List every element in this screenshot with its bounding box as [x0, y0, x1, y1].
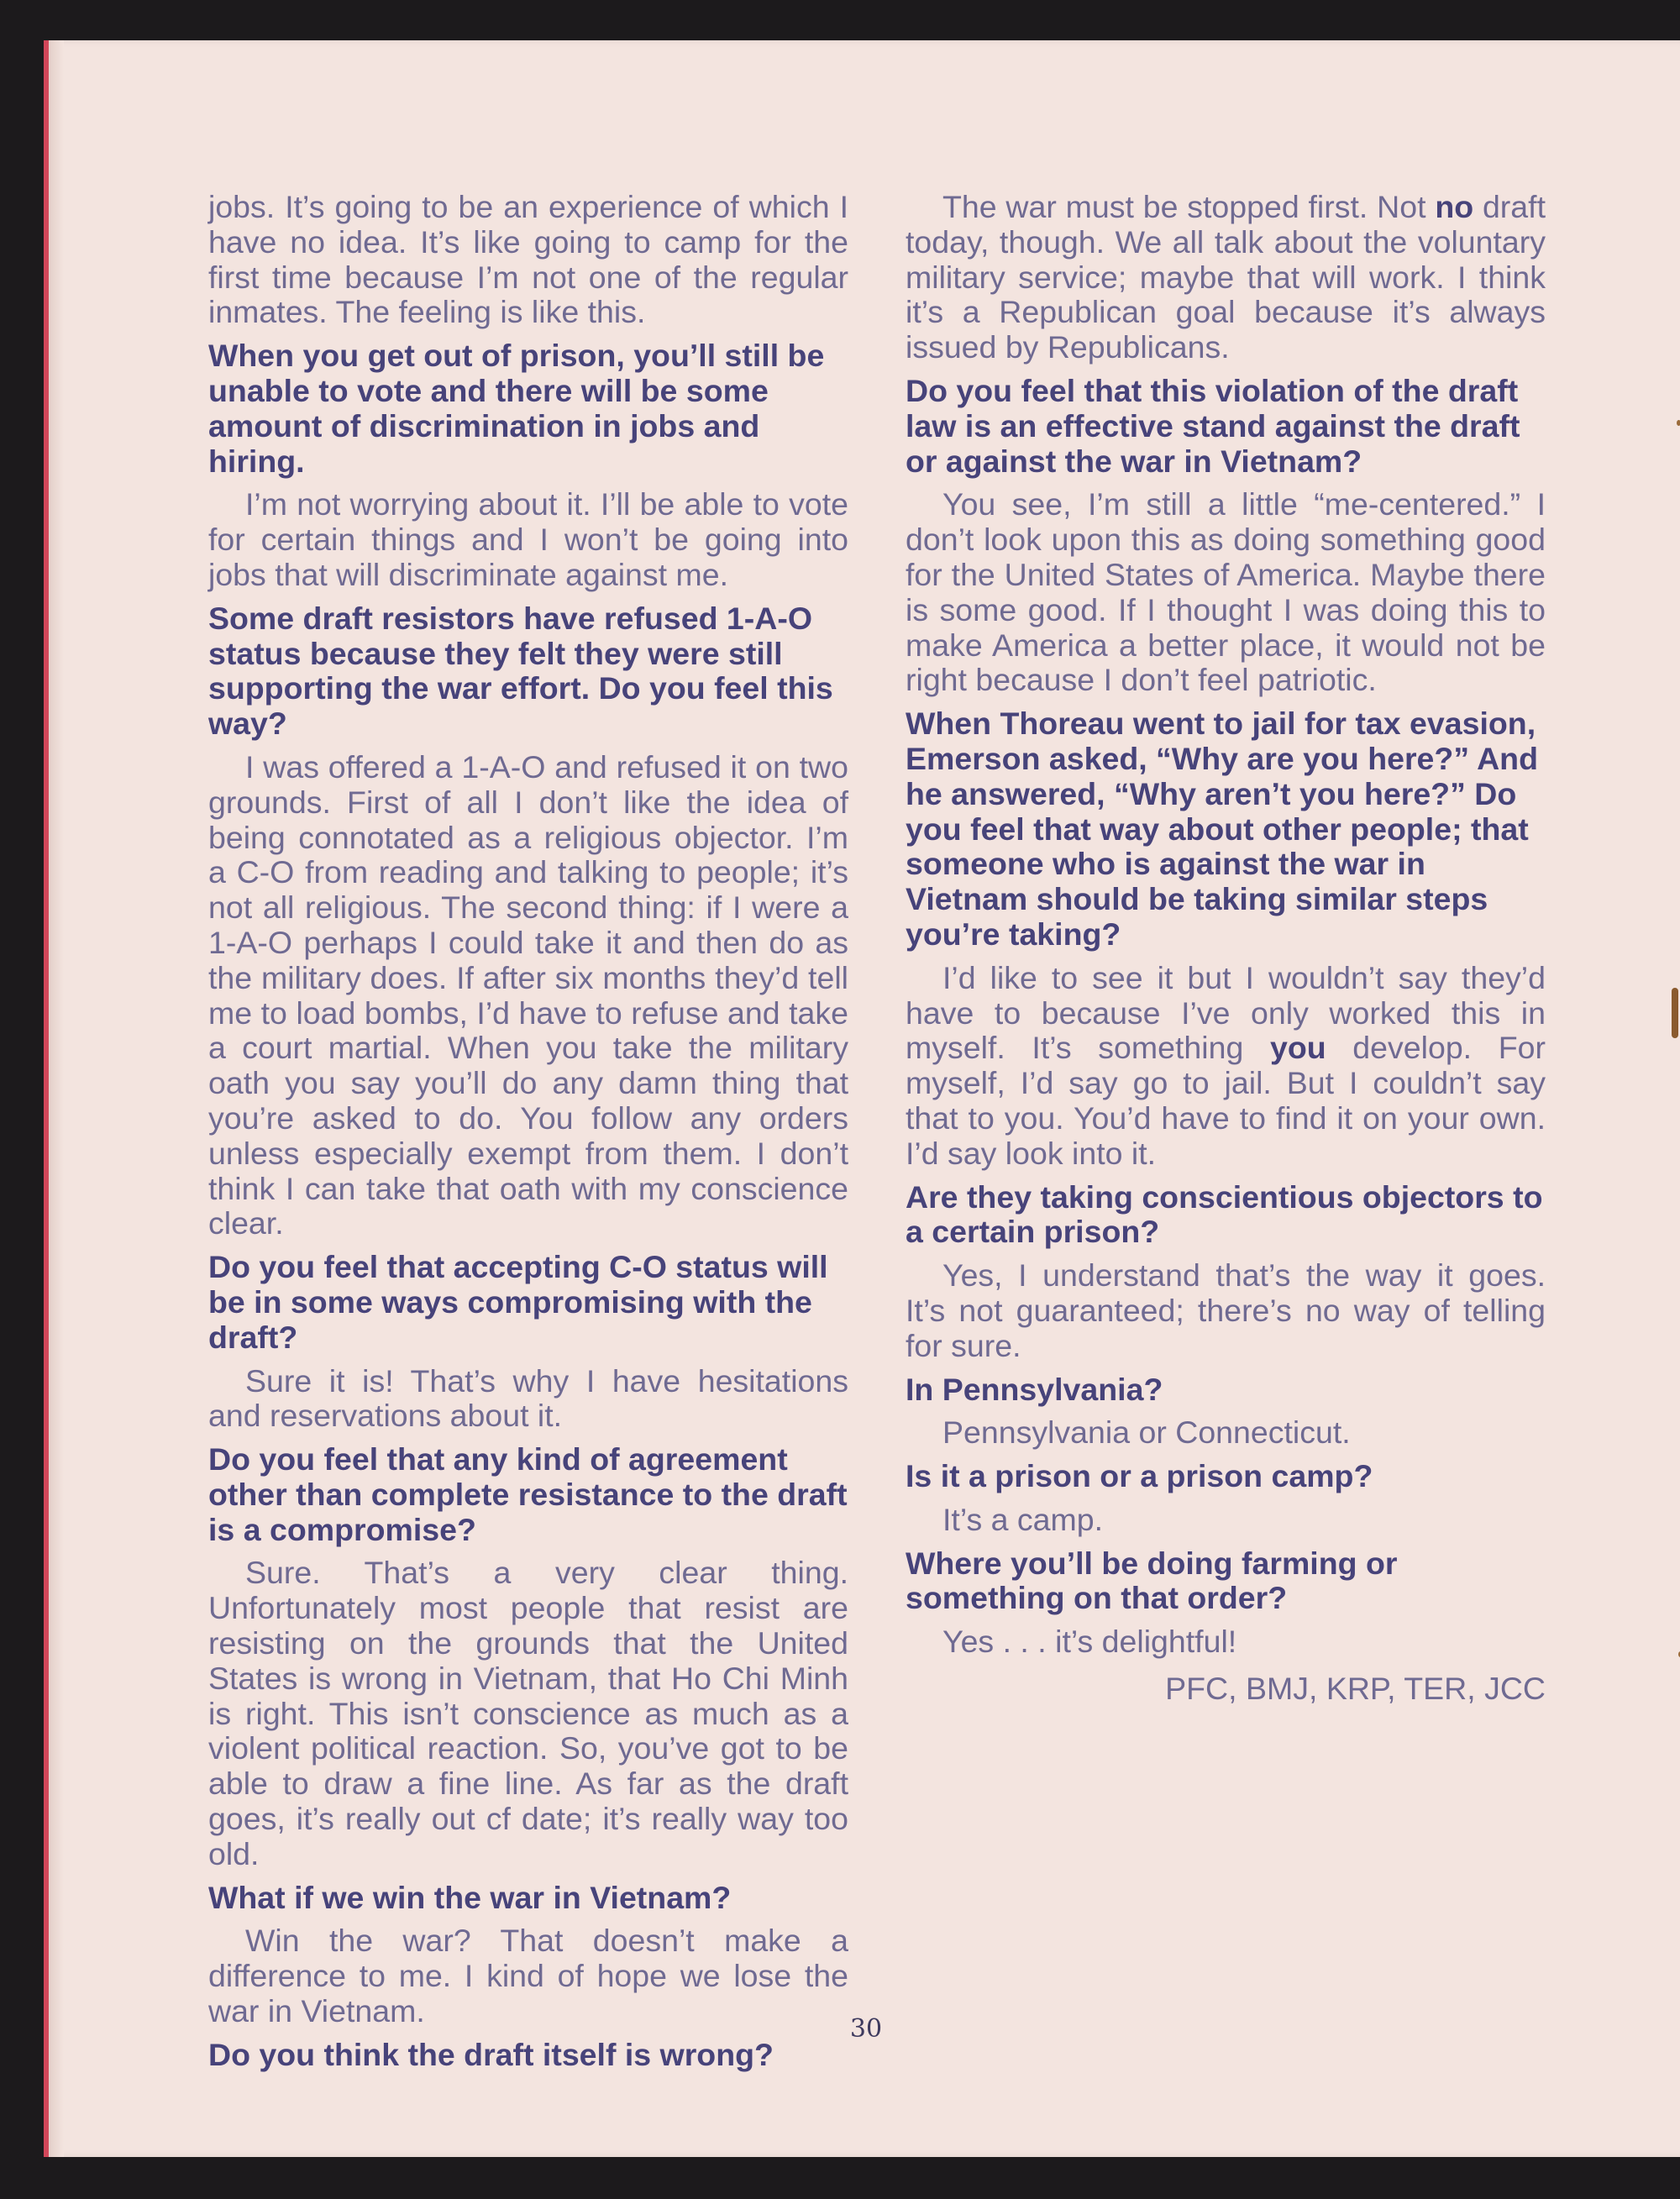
answer-paragraph: jobs. It’s going to be an experience of which I have no idea. It’s like going to camp for the first time because I’m not one of the regular inmates. The feeling is like this. — [208, 189, 848, 330]
question-heading: When Thoreau went to jail for tax evasion, Emerson asked, “Why are you here?” And he answered, “Why aren’t you here?” Do you feel that way about other people; that someone who is against the war in Vietnam should be taking similar steps you’re taking? — [906, 706, 1538, 952]
answer-text: develop. For myself, I’d say go to jail. But I couldn’t say that to you. You’d have to find it on your own. I’d say look into it. — [906, 1030, 1546, 1171]
answer-paragraph: I was offered a 1-A-O and refused it on two grounds. First of all I don’t like the idea of being connotated as a religious objector. I’m a C-O from reading and talking to people; it’s not all religious. The second thing: if I were a 1-A-O perhaps I could take it and then do as the military does. If after six months they’d tell me to load bombs, I’d have to refuse and take a court martial. When you take the military oath you say you’ll do any damn thing that you’re asked to do. You follow any orders unless especially exempt from them. I don’t think I can take that oath with my conscience clear. — [208, 748, 848, 1241]
answer-paragraph: Yes . . . it’s delightful! — [942, 1624, 1237, 1660]
answer-paragraph: Sure it is! That’s why I have hesitations and reservations about it. — [208, 1362, 848, 1434]
answer-paragraph: Win the war? That doesn’t make a difference to me. I kind of hope we lose the war in Vietnam. — [208, 1923, 848, 2029]
answer-paragraph: You see, I’m still a little “me-centered.” I don’t look upon this as doing something good for the United States of America. Maybe there is some good. If I thought I was doing this to make America a better place, it would not be right because I don’t feel patriotic. — [906, 486, 1546, 698]
page-sheet — [44, 40, 1680, 2157]
answer-paragraph: It’s a camp. — [942, 1501, 1104, 1537]
answer-paragraph: Yes, I understand that’s the way it goes. It’s not guaranteed; there’s no way of telling for sure. — [906, 1257, 1546, 1363]
answer-paragraph: I’m not worrying about it. I’ll be able to vote for certain things and I won’t be going into jobs that will discriminate against me. — [208, 486, 848, 592]
binding-edge — [49, 40, 64, 2157]
emphasis-text: you — [1269, 1030, 1326, 1066]
left-column — [208, 190, 848, 2081]
paper-blemish — [1677, 420, 1680, 426]
emphasis-text: no — [1435, 189, 1474, 224]
answer-text: draft today, though. We all talk about the voluntary military service; maybe that will work. I think it’s a Republican goal because it’s always issued by Republicans. — [906, 189, 1546, 365]
answer-text: The war must be stopped first. Not — [942, 189, 1436, 224]
question-heading: Some draft resistors have refused 1-A-O status because they felt they were still supporting the war effort. Do you feel this way? — [208, 600, 833, 742]
answer-paragraph — [906, 961, 1546, 1172]
paper-blemish — [1672, 988, 1678, 1038]
question-heading: Where you’ll be doing farming or something on that order? — [906, 1545, 1398, 1616]
answer-text: I’d like to see it but I wouldn’t say they’d have to because I’ve only worked this in myself. It’s something — [906, 959, 1546, 1066]
answer-paragraph — [906, 190, 1546, 365]
right-column — [906, 190, 1546, 1715]
question-heading: What if we win the war in Vietnam? — [208, 1879, 732, 1915]
question-heading: In Pennsylvania? — [906, 1371, 1163, 1407]
answer-paragraph: Pennsylvania or Connecticut. — [942, 1414, 1351, 1451]
page-number: 30 — [849, 2014, 883, 2044]
question-heading: Are they taking conscientious objectors to a certain prison? — [906, 1178, 1543, 1250]
answer-paragraph: Sure. That’s a very clear thing. Unfortunately most people that resist are resisting on the grounds that the United States is wrong in Vietnam, that Ho Chi Minh is right. This isn’t conscience as much as a violent political reaction. So, you’ve got to be able to draw a fine line. As far as the draft goes, it’s really out cf date; it’s really way too old. — [208, 1555, 848, 1871]
author-initials: PFC, BMJ, KRP, TER, JCC — [1165, 1671, 1546, 1707]
question-heading: Do you think the draft itself is wrong? — [208, 2036, 774, 2072]
question-heading: Do you feel that accepting C-O status will be in some ways compromising with the draft? — [208, 1249, 828, 1355]
question-heading: Do you feel that this violation of the draft law is an effective stand against the draft or against the war in Vietnam? — [906, 372, 1520, 479]
question-heading: Is it a prison or a prison camp? — [906, 1458, 1373, 1494]
question-heading: When you get out of prison, you’ll still be unable to vote and there will be some amount of discrimination in jobs and hiring. — [208, 338, 825, 479]
question-heading: Do you feel that any kind of agreement other than complete resistance to the draft is a compromise? — [208, 1441, 848, 1547]
